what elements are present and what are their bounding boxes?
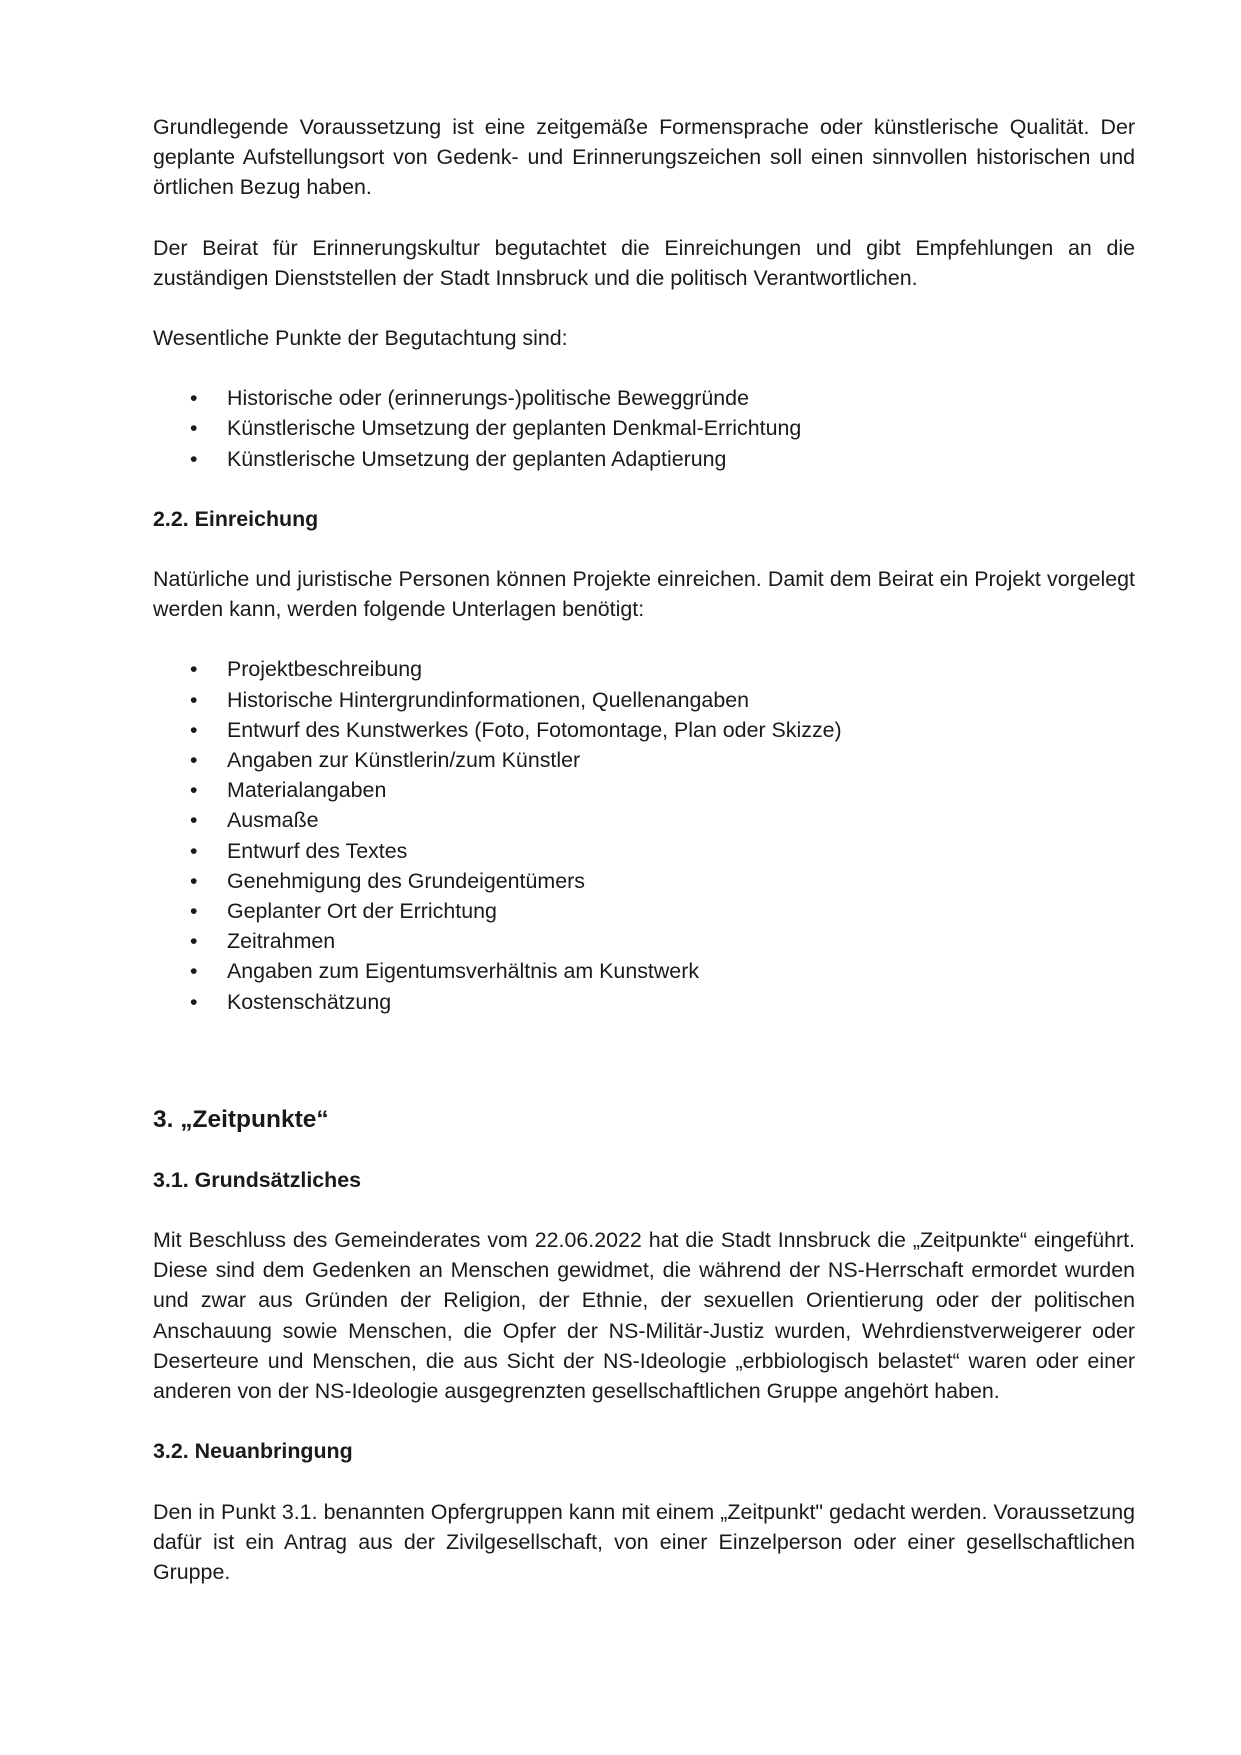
paragraph-submission: Natürliche und juristische Personen können Projekte einreichen. Damit dem Beirat ein Projekt vorgelegt werden kann, werden folgende Unterlagen benötigt: — [153, 567, 1135, 622]
bullet-icon: • — [190, 446, 198, 471]
list-item: • Historische Hintergrundinformationen, Quellenangaben — [153, 685, 1135, 715]
list-item: • Angaben zum Eigentumsverhältnis am Kunstwerk — [153, 956, 1135, 986]
required-documents-list — [153, 654, 1135, 1016]
bullet-icon: • — [190, 868, 198, 893]
list-item: • Ausmaße — [153, 805, 1135, 835]
bullet-icon: • — [190, 989, 198, 1014]
list-item: • Materialangaben — [153, 775, 1135, 805]
list-item: • Zeitrahmen — [153, 926, 1135, 956]
bullet-icon: • — [190, 386, 198, 411]
paragraph-assessment-intro: Wesentliche Punkte der Begutachtung sind: — [153, 326, 568, 351]
bullet-icon: • — [190, 959, 198, 984]
paragraph-principles: Mit Beschluss des Gemeinderates vom 22.06.2022 hat die Stadt Innsbruck die „Zeitpunkte“ eingeführt. Diese sind dem Gedenken an Menschen gewidmet, die während der NS-Herrschaft ermordet wurden und zwar aus Gründen der Religion, der Ethnie, der sexuellen Orientierung oder der politischen Anschauung sowie Menschen, die Opfer der NS-Militär-Justiz wurden, Wehrdienstverweigerer oder Deserteure und Menschen, die aus Sicht der NS-Ideologie „erbbiologisch belastet“ waren oder einer anderen von der NS-Ideologie ausgegrenzten gesellschaftlichen Gruppe angehört haben. — [153, 1228, 1135, 1404]
list-item: • Künstlerische Umsetzung der geplanten Denkmal-Errichtung — [153, 413, 1135, 443]
bullet-icon: • — [190, 808, 198, 833]
heading-3: 3. „Zeitpunkte“ — [153, 1105, 329, 1133]
document-page — [153, 112, 1135, 1587]
bullet-icon: • — [190, 899, 198, 924]
list-item: • Genehmigung des Grundeigentümers — [153, 866, 1135, 896]
bullet-icon: • — [190, 717, 198, 742]
list-item: • Entwurf des Textes — [153, 836, 1135, 866]
list-item: • Geplanter Ort der Errichtung — [153, 896, 1135, 926]
paragraph-advisory-board: Der Beirat für Erinnerungskultur begutachtet die Einreichungen und gibt Empfehlungen an die zuständigen Dienststellen der Stadt Innsbruck und die politisch Verantwortlichen. — [153, 235, 1135, 290]
bullet-icon: • — [190, 748, 198, 773]
heading-3-1: 3.1. Grundsätzliches — [153, 1167, 362, 1192]
paragraph-requirements: Grundlegende Voraussetzung ist eine zeitgemäße Formensprache oder künstlerische Qualität. Der geplante Aufstellungsort von Gedenk- und Erinnerungszeichen soll einen sinnvollen historischen und örtlichen Bezug haben. — [153, 115, 1135, 200]
bullet-icon: • — [190, 657, 198, 682]
bullet-icon: • — [190, 929, 198, 954]
bullet-icon: • — [190, 687, 198, 712]
assessment-criteria-list — [153, 383, 1135, 474]
heading-3-2: 3.2. Neuanbringung — [153, 1439, 353, 1464]
list-item: • Kostenschätzung — [153, 987, 1135, 1017]
bullet-icon: • — [190, 416, 198, 441]
bullet-icon: • — [190, 838, 198, 863]
list-item: • Angaben zur Künstlerin/zum Künstler — [153, 745, 1135, 775]
list-item: • Entwurf des Kunstwerkes (Foto, Fotomontage, Plan oder Skizze) — [153, 715, 1135, 745]
list-item: • Projektbeschreibung — [153, 654, 1135, 684]
bullet-icon: • — [190, 778, 198, 803]
heading-2-2: 2.2. Einreichung — [153, 506, 319, 531]
list-item: • Historische oder (erinnerungs-)politische Beweggründe — [153, 383, 1135, 413]
paragraph-new-installation: Den in Punkt 3.1. benannten Opfergruppen kann mit einem „Zeitpunkt" gedacht werden. Voraussetzung dafür ist ein Antrag aus der Zivilgesellschaft, von einer Einzelperson oder einer gesellschaftlichen Gruppe. — [153, 1499, 1135, 1584]
list-item: • Künstlerische Umsetzung der geplanten Adaptierung — [153, 444, 1135, 474]
